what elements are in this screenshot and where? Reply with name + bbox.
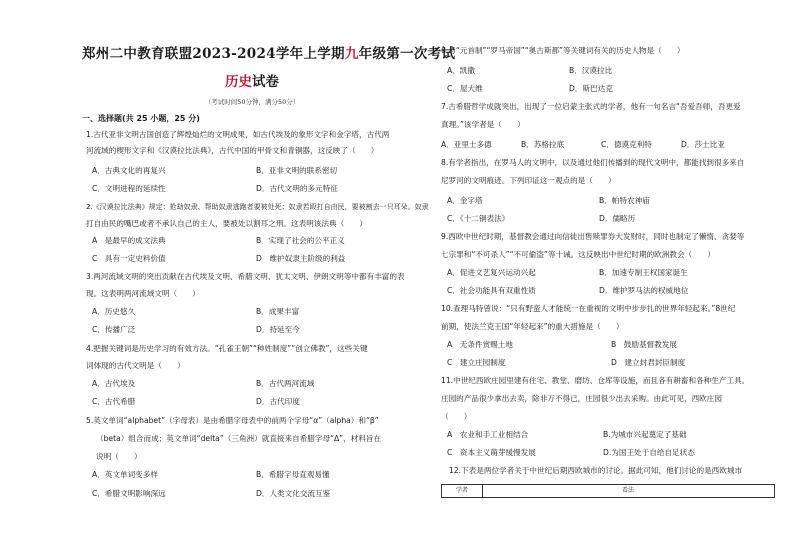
q8-option-d: D．儒略历 [599,214,636,223]
question-8-line-1: 8.有学者指出，在罗马人的文明中，以及通过他们传播到的现代文明中，都能找到很多来自 [441,158,745,167]
q6-option-b: B．汉谟拉比 [569,66,613,75]
q5-option-a: A．英文单词变多样 [92,470,158,479]
q8-option-a: A．金字塔 [447,196,483,205]
q4-option-c: C．古代希腊 [92,397,136,406]
q1-option-c: C．文明进程的延续性 [92,184,166,193]
question-10-line-1: 10.查理马特曾说：“只有野蛮人才能统一在重视的文明中步步扎的世界年轻起来。”8世纪 [441,304,736,313]
q9-option-b: B．加速专制王权国家诞生 [599,268,688,277]
q1-option-d: D．古代文明的多元特征 [256,184,338,193]
q10-option-b: B 鼓励基督教发展 [611,340,677,349]
q11-option-d: D.为国王处于自给自足状态 [603,448,695,457]
table-header-scholar: 学者 [442,485,483,497]
question-7-line-2: 真理。”该学者是（ ） [441,120,525,129]
question-6-line-1: 6.与“元首制”“罗马帝国”“奥古斯都”等关键词有关的历史人物是（ ） [441,46,685,55]
q1-option-a: A．古典文化的再复兴 [92,166,166,175]
q3-option-c: C．传播广泛 [92,325,136,334]
q6-option-d: D．斯巴达克 [569,84,613,93]
q9-option-a: A．促进文艺复兴运动兴起 [447,268,536,277]
question-10-line-2: 前期，使法兰克王国“年轻起来”的重大措施是（ ） [441,322,624,331]
q7-option-a: A．亚里士多德 [441,140,492,149]
question-4-line-1: 4.把握关键词是历史学习的有效方法。“孔雀王朝”“种姓制度”“创立佛教”，这些关键 [86,344,368,353]
question-3-line-2: 现。这表明两河流域文明（ ） [86,289,200,298]
question-9-line-2: 七宗罪和“不可杀人”“不可偷盗”等十诫。这反映出中世纪时期的欧洲教会（ ） [441,250,715,259]
q2-option-c: C 具有一定史料价值 [92,254,166,263]
q3-option-b: B．成果丰富 [256,307,300,316]
discussion-table [441,484,775,498]
q8-option-b: B．帕特农神庙 [599,196,650,205]
q9-option-d: D．维护罗马法的权威地位 [599,286,689,295]
exam-subtitle [82,70,422,90]
q7-option-d: D．莎士比亚 [681,140,725,149]
question-1-line-2: 河流域的楔形文字和《汉谟拉比法典》，古代中国的甲骨文和青铜器，这反映了（ ） [86,146,379,155]
question-5-line-1: 5.英文单词“alphabet”（字母表）是由希腊字母表中的前两个字母“α”（alpha）和“β” [86,416,379,425]
q1-option-b: B．亚非文明的联系密切 [256,166,338,175]
question-11-line-1: 11.中世纪西欧庄园里建有住宅、教堂、磨坊、仓库等设施，而且各有耕畜和各种生产工具。 [441,376,750,385]
q2-option-b: B 实现了社会的公平正义 [256,236,345,245]
q5-option-b: B．希腊字母直观易懂 [256,470,330,479]
question-5-line-3: 说明（ ） [96,452,142,461]
q7-option-b: B．苏格拉底 [521,140,565,149]
q10-option-d: D 建立封君封臣制度 [611,358,686,367]
title-prefix: 郑州二中教育联盟2023-2024学年上学期 [82,46,345,62]
question-1-line-1: 1.古代亚非文明古国创造了辉煌灿烂的文明成果，如古代埃及的象形文字和金字塔，古代两 [86,130,390,139]
question-11-line-3: （ ） [441,412,472,421]
question-9-line-1: 9.西欧中世纪时期，基督教会通过向信徒出售赎罪券大发财时，同时也制定了懒惰、贪婪等 [441,232,745,241]
question-12-line-1: 12.下表是两位学者关于中世纪后期西欧城市的讨论。据此可知，他们讨论的是西欧城市 [449,466,743,475]
subtitle-suffix: 试卷 [252,74,279,90]
question-2-line-2: 打自由民的嘴巴或者不承认自己的主人，要被处以割耳之刑。这表明该法典（ ） [86,219,367,228]
q9-option-c: C．社会功能具有双重性质 [447,286,536,295]
question-11-line-2: 庄园的产品很少拿出去卖，除非万不得已，庄园很少出去采购。由此可见，西欧庄园 [441,394,722,403]
q11-option-c: C 资本主义萌芽缓慢发展 [447,448,536,457]
q5-option-d: D．人类文化交流互鉴 [256,489,331,498]
question-8-line-2: 尼罗河的文明痕迹。下列印证这一观点的是（ ） [441,176,616,185]
q3-option-a: A．历史悠久 [92,307,136,316]
question-5-line-2: （beta）组合而成；英文单词“delta”（三角洲）就直接来自希腊字母“Δ”，材料旨在 [96,434,382,443]
question-3-line-1: 3.两河流域文明的突出贡献在古代埃及文明、希腊文明、犹太文明、伊朗文明等中都有丰富的表 [86,272,405,281]
title-grade: 九 [344,46,359,62]
q10-option-c: C 建立庄园制度 [447,358,506,367]
exam-note: （考试时间50分钟，满分50分） [204,98,300,106]
title-suffix: 年级第一次考试 [358,46,456,62]
section-heading: 一、选择题(共 25 小题，25 分) [82,114,200,123]
q6-option-c: C．屋大维 [447,84,483,93]
subtitle-subject: 历史 [225,74,252,90]
q4-option-d: D．古代印度 [256,397,300,406]
q10-option-a: A 无条件赏赐土地 [447,340,513,349]
question-2-line-1: 2.《汉谟拉比法典》规定：抢劫奴隶、帮助奴隶逃跑者要被处死；奴隶若殴打自由民，要被割去一只耳朵。奴隶 [86,203,429,211]
exam-title [82,42,456,62]
q5-option-c: C．希腊文明影响深远 [92,489,166,498]
q7-option-c: C．德谟克利特 [601,140,652,149]
q4-option-a: A．古代埃及 [92,379,136,388]
q11-option-b: B.为城市兴起奠定了基础 [603,430,687,439]
question-4-line-2: 词体现的古代文明是（ ） [86,361,185,370]
q11-option-a: A 农业和手工业相结合 [447,430,529,439]
q3-option-d: D．持延至今 [256,325,300,334]
table-header-view: 看法 [621,487,634,494]
q2-option-a: A 是最早的成文法典 [92,236,166,245]
q4-option-b: B．古代两河流域 [256,379,315,388]
q6-option-a: A．凯撒 [447,66,475,75]
q8-option-c: C．《十二铜表法》 [447,214,510,223]
question-7-line-1: 7.古希腊哲学成就突出，出现了一位启蒙主张式的学者，他有一句名言“吾爱吾师，吾更爱 [441,102,741,111]
q2-option-d: D 维护奴隶主阶级的利益 [256,254,346,263]
